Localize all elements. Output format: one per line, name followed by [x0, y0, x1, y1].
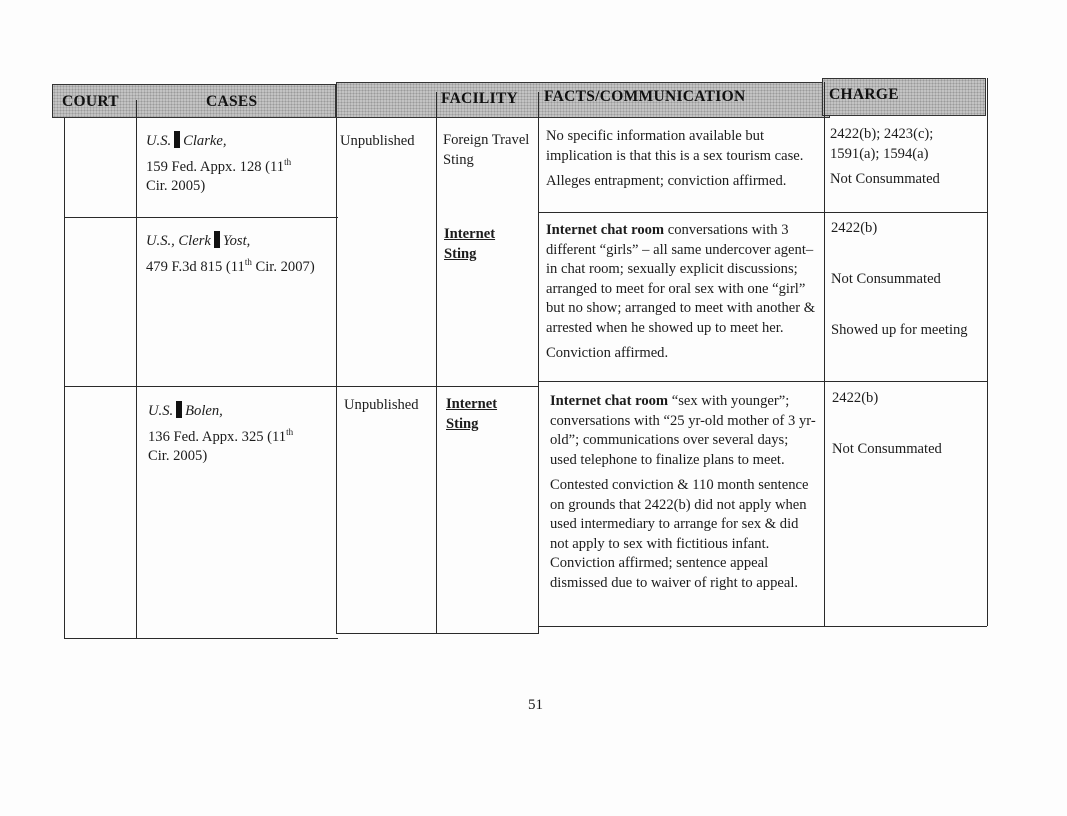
row2-facts-1: conversations with 3 different “girls” – all same undercover agent– in chat room; sexually explicit discussions; arranged to meet for oral sex with one “girl” but no show; arranged to meet with another & arrested when he showed up to meet her.: [546, 222, 816, 336]
row3-facts-2: Contested conviction & 110 month sentence on grounds that 2422(b) did not apply when used intermediary to arrange for sex & did not apply to sex with fictitious infant. Conviction affirmed; sentence appeal dismissed due to waiver of right to appeal.: [550, 477, 809, 591]
row2-charge-1: 2422(b): [831, 220, 878, 236]
row2-facts: [546, 221, 818, 370]
col-line-facility: [538, 92, 539, 634]
row-line-2: [64, 386, 538, 387]
row3-status: Unpublished: [344, 397, 419, 413]
header-facility: FACILITY: [441, 90, 519, 107]
redaction-mark: [214, 231, 220, 248]
row1-facts-2: Alleges entrapment; conviction affirmed.: [546, 173, 787, 189]
row1-charge-2: Not Consummated: [830, 171, 940, 187]
row1-charge: [830, 125, 982, 196]
row2-citation-a: 479 F.3d 815 (11: [146, 258, 245, 275]
redaction-mark: [176, 401, 182, 418]
row-line-1b: [538, 212, 987, 213]
row1-citation-b: Cir. 2005): [146, 178, 206, 194]
row3-case-name-b: Bolen,: [185, 403, 223, 419]
row-line-2b: [538, 381, 987, 382]
row2-facts-2: Conviction affirmed.: [546, 345, 669, 361]
col-line-right: [987, 78, 988, 626]
header-court: COURT: [62, 93, 119, 110]
row3-facts-1: “sex with younger”; conversations with “25 yr-old mother of 3 yr-old”; communications over several days; used telephone to finalize plans to meet.: [550, 393, 816, 468]
row3-citation-sup: th: [286, 426, 294, 437]
col-line-cases: [336, 118, 337, 634]
row2-facility: Internet Sting: [444, 226, 496, 262]
row2-case-name-a: U.S., Clerk: [146, 233, 211, 249]
row-line-bottom: [64, 638, 338, 639]
header-facts: FACTS/COMMUNICATION: [544, 88, 746, 105]
row3-citation-b: Cir. 2005): [148, 448, 208, 464]
row1-facts: [546, 127, 818, 198]
page-number: 51: [528, 697, 543, 713]
row2-case-name-b: Yost,: [222, 233, 251, 249]
row1-facility: Foreign Travel Sting: [443, 132, 530, 168]
header-charge: CHARGE: [829, 86, 899, 103]
col-line-left: [64, 118, 65, 639]
row2-citation-b: Cir. 2007): [255, 258, 315, 275]
col-line-status: [436, 92, 437, 634]
row1-case: [146, 131, 331, 203]
header-cases: CASES: [206, 93, 258, 110]
row2-citation-sup: th: [244, 256, 252, 267]
row1-case-name-a: U.S.: [146, 133, 172, 149]
row2-charge-3: Showed up for meeting: [831, 322, 968, 338]
row-line-1: [64, 217, 338, 218]
row3-facility: Internet Sting: [446, 396, 498, 432]
row1-citation-sup: th: [284, 156, 292, 167]
row1-charge-1: 2422(b); 2423(c); 1591(a); 1594(a): [830, 126, 934, 162]
row1-citation-a: 159 Fed. Appx. 128 (11: [146, 158, 285, 175]
row-line-bottom-c: [538, 626, 987, 627]
redaction-mark: [174, 131, 180, 148]
row3-case: [148, 401, 333, 473]
row3-facts-lead: Internet chat room: [550, 393, 669, 409]
row3-citation-a: 136 Fed. Appx. 325 (11: [148, 428, 287, 445]
row2-charge-2: Not Consummated: [831, 271, 941, 287]
row1-status: Unpublished: [340, 133, 415, 149]
row-line-bottom-b: [336, 633, 538, 634]
row2-case: [146, 231, 331, 283]
row1-facts-1: No specific information available but implication is that this is a sex tourism case.: [546, 128, 804, 164]
col-line-facts: [824, 82, 825, 627]
col-line-court: [136, 100, 137, 639]
row1-case-name-b: Clarke,: [183, 133, 227, 149]
row3-facts: [550, 392, 818, 599]
row3-case-name-a: U.S.: [148, 403, 174, 419]
row2-facts-lead: Internet chat room: [546, 222, 665, 238]
row3-charge-2: Not Consummated: [832, 441, 942, 457]
row3-charge-1: 2422(b): [832, 390, 879, 406]
